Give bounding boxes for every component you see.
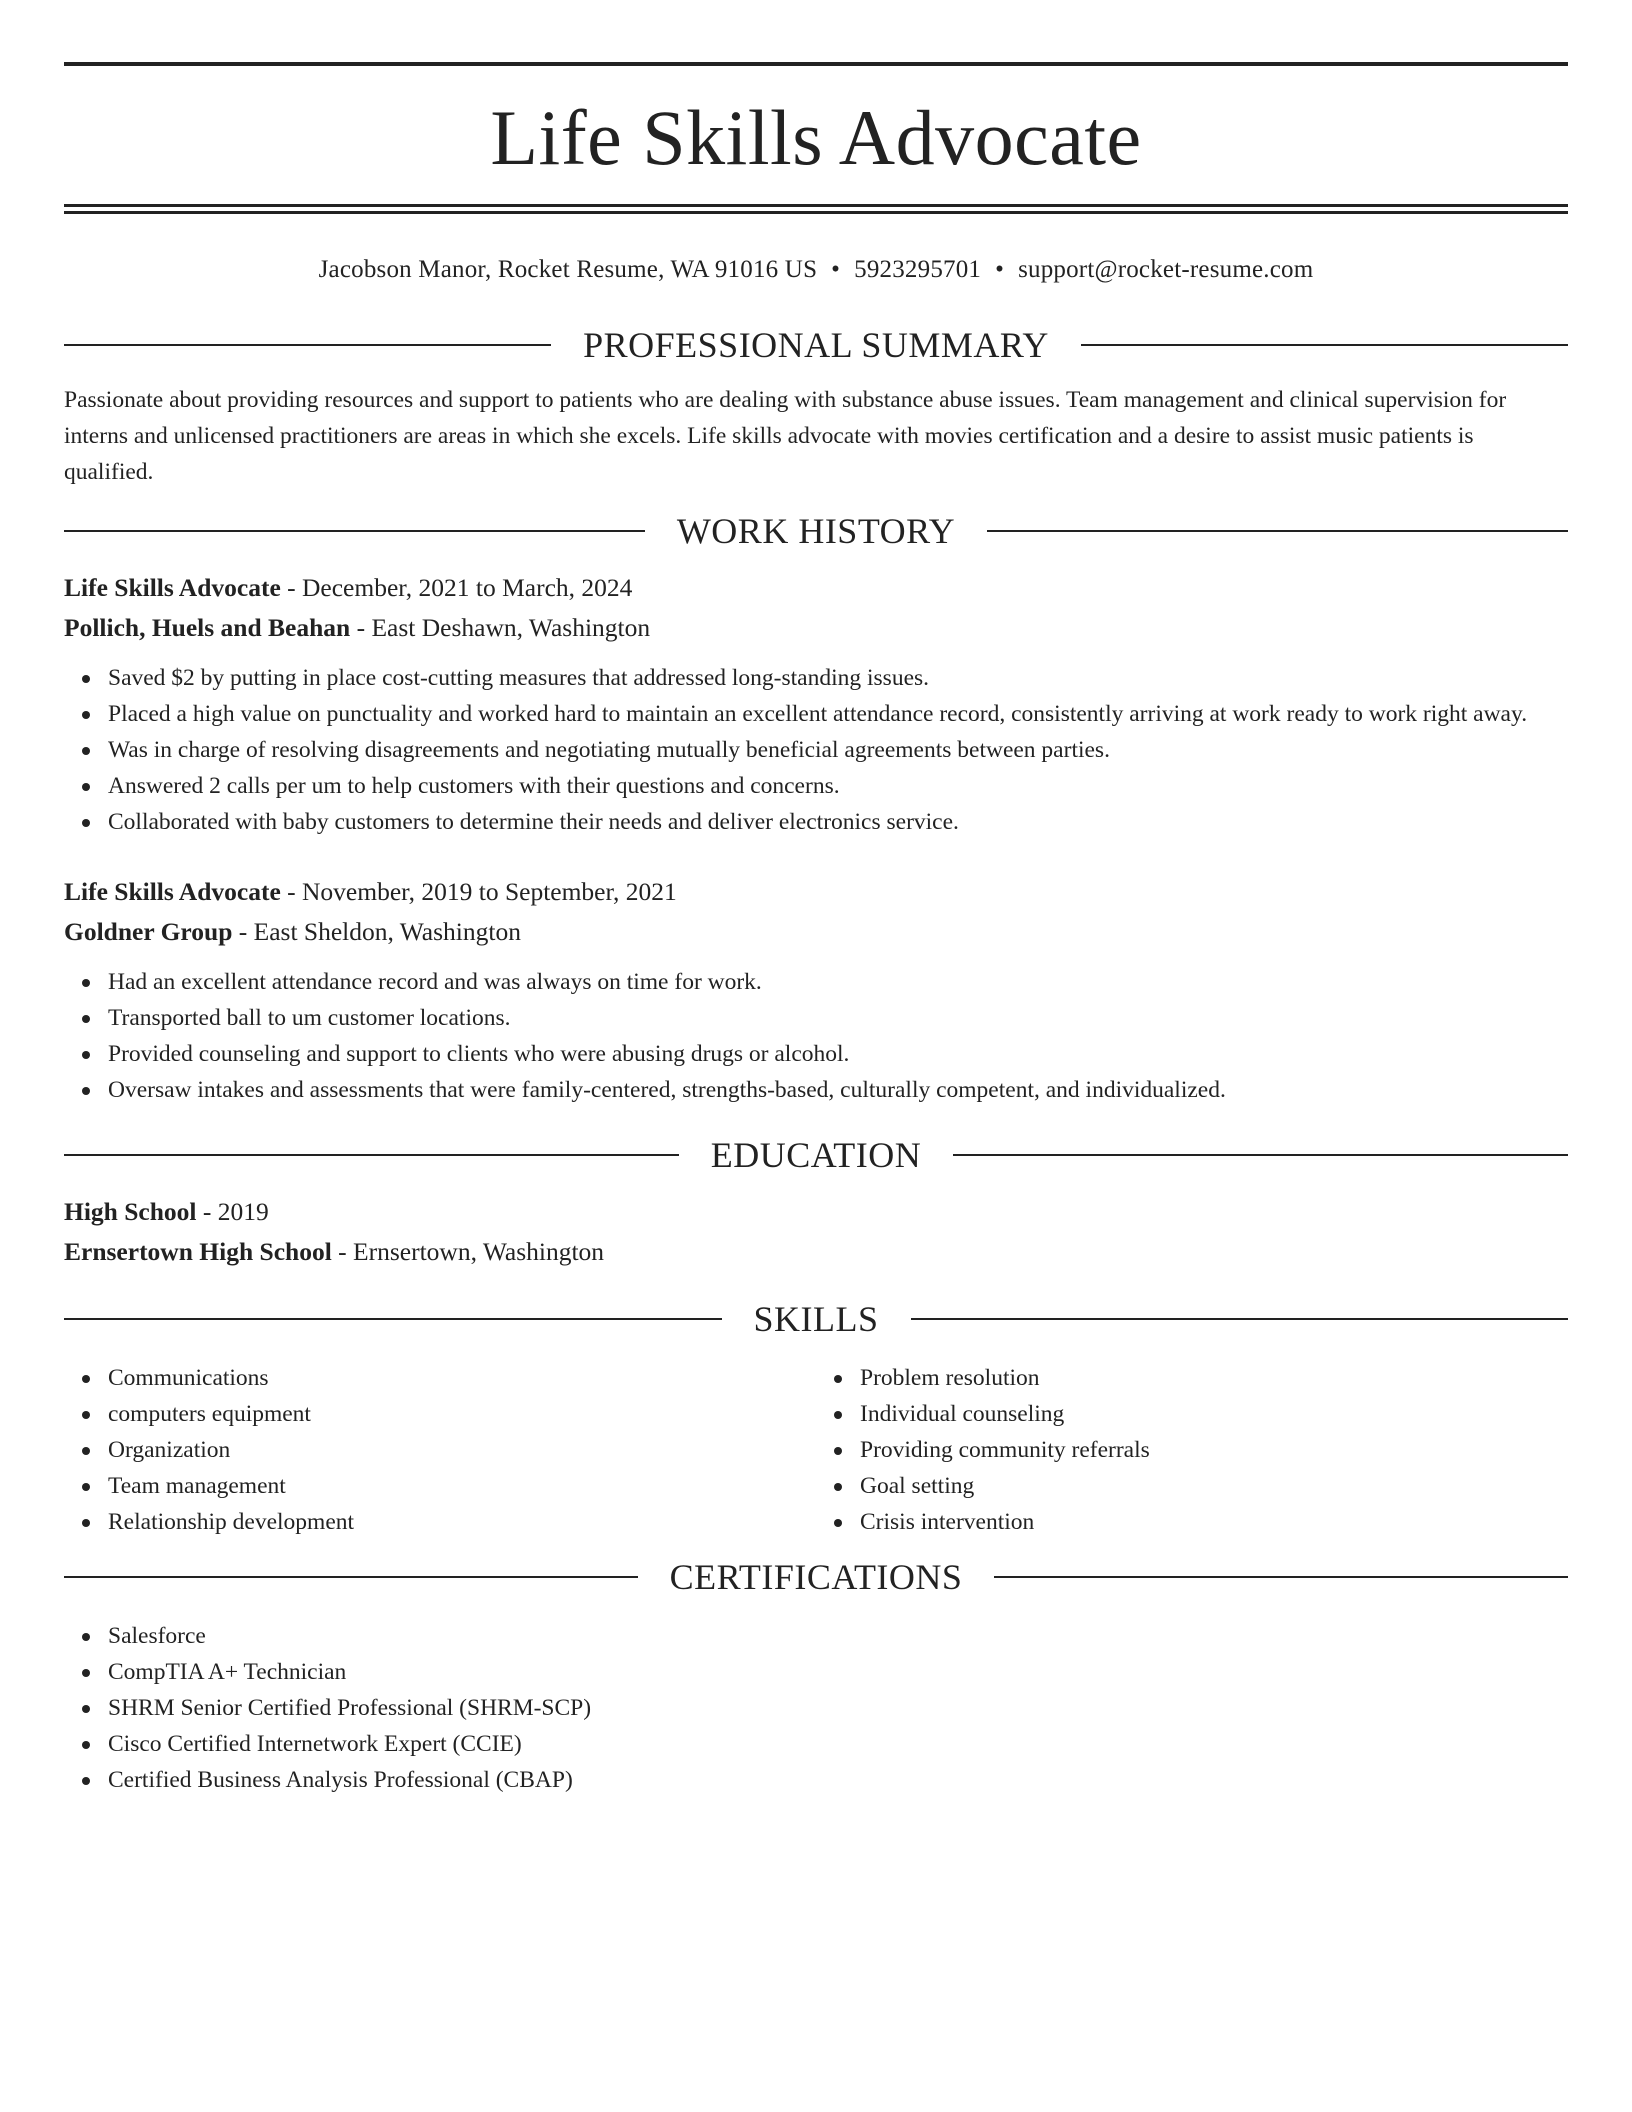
contact-phone: 5923295701 — [854, 256, 982, 283]
divider-line — [1081, 344, 1568, 346]
candidate-name: Life Skills Advocate — [490, 94, 1142, 181]
certification-item: Cisco Certified Internetwork Expert (CCIE) — [108, 1726, 1568, 1762]
job-bullet: Provided counseling and support to clients who were abusing drugs or alcohol. — [108, 1036, 1568, 1072]
work-heading: WORK HISTORY — [676, 511, 956, 551]
certification-item: SHRM Senior Certified Professional (SHRM-SCP) — [108, 1690, 1568, 1726]
job-title: Life Skills Advocate — [64, 877, 281, 906]
job-bullet: Transported ball to um customer locations. — [108, 1000, 1568, 1036]
divider-line — [994, 1576, 1568, 1578]
job-bullets — [64, 964, 1568, 1108]
skill-item: Communications — [108, 1360, 816, 1396]
job-company: Goldner Group — [64, 917, 233, 946]
job-entry — [64, 872, 1568, 1108]
work-section-header — [64, 508, 1568, 554]
education-heading: EDUCATION — [710, 1135, 922, 1175]
job-bullet: Saved $2 by putting in place cost-cutting measures that addressed long-standing issues. — [108, 660, 1568, 696]
job-bullet: Answered 2 calls per um to help customers with their questions and concerns. — [108, 768, 1568, 804]
divider-line — [64, 1318, 722, 1320]
education-year: - 2019 — [196, 1197, 269, 1226]
job-dates: - November, 2019 to September, 2021 — [280, 877, 677, 906]
skill-item: Organization — [108, 1432, 816, 1468]
education-degree-line — [64, 1192, 1568, 1232]
certifications-list — [64, 1618, 1568, 1798]
certifications-section-header — [64, 1554, 1568, 1600]
contact-email: support@rocket-resume.com — [1018, 256, 1314, 283]
job-bullet: Collaborated with baby customers to determine their needs and deliver electronics service. — [108, 804, 1568, 840]
job-bullet: Oversaw intakes and assessments that were family-centered, strengths-based, culturally competent, and individualized. — [108, 1072, 1568, 1108]
job-entry — [64, 568, 1568, 840]
job-location: - East Sheldon, Washington — [232, 917, 521, 946]
skills-list-left — [64, 1360, 816, 1540]
education-school: Ernsertown High School — [64, 1237, 332, 1266]
contact-separator: • — [995, 256, 1005, 283]
skill-item: Problem resolution — [860, 1360, 1568, 1396]
job-bullets — [64, 660, 1568, 840]
skills-section-header — [64, 1296, 1568, 1342]
skill-item: Crisis intervention — [860, 1504, 1568, 1540]
job-dates: - December, 2021 to March, 2024 — [280, 573, 633, 602]
job-bullet: Placed a high value on punctuality and worked hard to maintain an excellent attendance record, consistently arriving at work ready to work right away. — [108, 696, 1568, 732]
education-section-header — [64, 1132, 1568, 1178]
contact-line — [64, 250, 1568, 290]
skill-item: Team management — [108, 1468, 816, 1504]
certification-item: CompTIA A+ Technician — [108, 1654, 1568, 1690]
skill-item: Providing community referrals — [860, 1432, 1568, 1468]
education-school-line — [64, 1232, 1568, 1272]
skill-item: Goal setting — [860, 1468, 1568, 1504]
contact-address: Jacobson Manor, Rocket Resume, WA 91016 US — [318, 256, 818, 283]
job-title-line — [64, 872, 1568, 912]
job-bullet: Had an excellent attendance record and was always on time for work. — [108, 964, 1568, 1000]
education-location: - Ernsertown, Washington — [331, 1237, 605, 1266]
job-company: Pollich, Huels and Beahan — [64, 613, 351, 642]
divider-line — [64, 530, 645, 532]
contact-separator: • — [831, 256, 841, 283]
certifications-heading: CERTIFICATIONS — [669, 1557, 963, 1597]
skills-heading: SKILLS — [753, 1299, 879, 1339]
job-company-line — [64, 608, 1568, 648]
certification-item: Salesforce — [108, 1618, 1568, 1654]
skill-item: Relationship development — [108, 1504, 816, 1540]
divider-line — [911, 1318, 1569, 1320]
skills-list-right — [816, 1360, 1568, 1540]
skill-item: Individual counseling — [860, 1396, 1568, 1432]
education-entry — [64, 1192, 1568, 1272]
job-bullet: Was in charge of resolving disagreements and negotiating mutually beneficial agreements between parties. — [108, 732, 1568, 768]
divider-line — [64, 1576, 638, 1578]
skills-grid — [64, 1360, 1568, 1540]
job-title: Life Skills Advocate — [64, 573, 281, 602]
summary-section-header — [64, 322, 1568, 368]
certification-item: Certified Business Analysis Professional (CBAP) — [108, 1762, 1568, 1798]
divider-line — [987, 530, 1568, 532]
divider-line — [64, 344, 551, 346]
header-double-rule — [64, 204, 1568, 214]
skill-item: computers equipment — [108, 1396, 816, 1432]
divider-line — [64, 1154, 679, 1156]
summary-text: Passionate about providing resources and support to patients who are dealing with substance abuse issues. Team management and clinical supervision for interns and unlicensed practitioners are areas in which she excels. Life skills advocate with movies certification and a desire to assist music patients is qualified. — [64, 387, 1507, 485]
summary-heading: PROFESSIONAL SUMMARY — [583, 325, 1049, 365]
education-degree: High School — [64, 1197, 197, 1226]
job-title-line — [64, 568, 1568, 608]
job-company-line — [64, 912, 1568, 952]
divider-line — [953, 1154, 1568, 1156]
job-location: - East Deshawn, Washington — [350, 613, 651, 642]
